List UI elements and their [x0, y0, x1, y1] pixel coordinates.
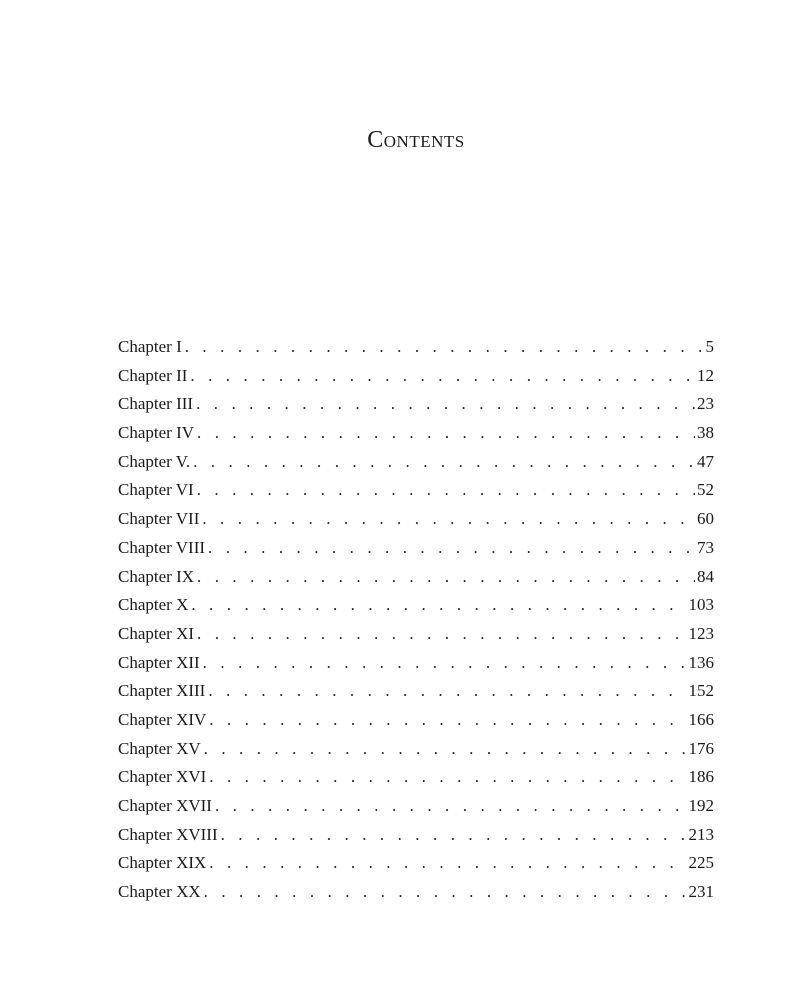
toc-entry[interactable] — [118, 419, 714, 448]
toc-entry[interactable] — [118, 649, 714, 678]
page-number: 23 — [697, 394, 714, 414]
chapter-label: Chapter XIII — [118, 681, 206, 701]
page-number: 176 — [688, 738, 714, 758]
page-number: 136 — [688, 652, 714, 672]
page-number: 186 — [688, 767, 714, 787]
chapter-label: Chapter III — [118, 394, 194, 414]
chapter-label: Chapter XVI — [118, 767, 207, 787]
chapter-label: Chapter IV — [118, 423, 195, 443]
chapter-label: Chapter XI — [118, 623, 195, 643]
toc-entry[interactable] — [118, 448, 714, 477]
dot-leader — [208, 534, 695, 563]
chapter-label: Chapter X — [118, 595, 189, 615]
toc-entry[interactable] — [118, 735, 714, 764]
dot-leader — [193, 448, 695, 477]
page-number: 192 — [688, 796, 714, 815]
toc-entry[interactable] — [118, 390, 714, 419]
toc-entry[interactable] — [118, 534, 714, 563]
dot-leader — [185, 333, 704, 362]
page-number: 123 — [688, 623, 714, 643]
page-number: 52 — [697, 480, 714, 500]
dot-leader — [215, 792, 687, 821]
dot-leader — [202, 505, 695, 534]
dot-leader — [204, 735, 687, 764]
dot-leader — [197, 419, 695, 448]
page-number: 12 — [697, 365, 714, 385]
page-number: 166 — [688, 709, 714, 729]
dot-leader — [191, 591, 686, 620]
chapter-label: Chapter V. — [118, 451, 191, 471]
toc-entry[interactable] — [118, 706, 714, 735]
chapter-label: Chapter VI — [118, 480, 194, 500]
chapter-label: Chapter XVII — [118, 796, 212, 815]
toc-entry[interactable] — [118, 849, 714, 878]
page-number: 47 — [697, 451, 714, 471]
toc-entry[interactable] — [118, 792, 714, 821]
dot-leader — [197, 620, 686, 649]
dot-leader — [209, 763, 686, 792]
chapter-label: Chapter II — [118, 365, 188, 385]
page-number: 103 — [688, 595, 714, 615]
chapter-label: Chapter XX — [118, 882, 201, 902]
toc-entry[interactable] — [118, 563, 714, 592]
toc-entry[interactable] — [118, 505, 714, 534]
chapter-label: Chapter XIV — [118, 709, 207, 729]
dot-leader — [209, 849, 686, 878]
chapter-label: Chapter VIII — [118, 537, 206, 557]
page-number: 213 — [688, 824, 714, 844]
toc-entry[interactable] — [118, 333, 714, 362]
toc-entry[interactable] — [118, 677, 714, 706]
chapter-label: Chapter XV — [118, 738, 201, 758]
dot-leader — [208, 677, 686, 706]
toc-entry[interactable] — [118, 620, 714, 649]
page-number: 152 — [688, 681, 714, 701]
toc-entry[interactable] — [118, 362, 714, 391]
table-of-contents — [118, 333, 714, 907]
page-number: 60 — [697, 509, 714, 529]
page-number: 73 — [697, 537, 714, 557]
dot-leader — [221, 821, 687, 850]
toc-entry[interactable] — [118, 763, 714, 792]
page-number: 84 — [697, 566, 714, 586]
dot-leader — [197, 563, 695, 592]
dot-leader — [197, 476, 695, 505]
chapter-label: Chapter XIX — [118, 853, 207, 873]
page-number: 231 — [688, 882, 714, 902]
contents-title: Contents — [367, 127, 465, 154]
chapter-label: Chapter XII — [118, 652, 200, 672]
dot-leader — [209, 706, 686, 735]
chapter-label: Chapter XVIII — [118, 824, 218, 844]
toc-entry[interactable] — [118, 476, 714, 505]
chapter-label: Chapter VII — [118, 509, 200, 529]
dot-leader — [204, 878, 687, 907]
dot-leader — [203, 649, 687, 678]
dot-leader — [196, 390, 695, 419]
toc-entry[interactable] — [118, 591, 714, 620]
chapter-label: Chapter IX — [118, 566, 195, 586]
toc-entry[interactable] — [118, 821, 714, 850]
chapter-label: Chapter I — [118, 337, 182, 356]
dot-leader — [190, 362, 695, 391]
page-number: 5 — [705, 337, 714, 356]
page-number: 38 — [697, 423, 714, 443]
toc-entry[interactable] — [118, 878, 714, 907]
page-number: 225 — [688, 853, 714, 873]
